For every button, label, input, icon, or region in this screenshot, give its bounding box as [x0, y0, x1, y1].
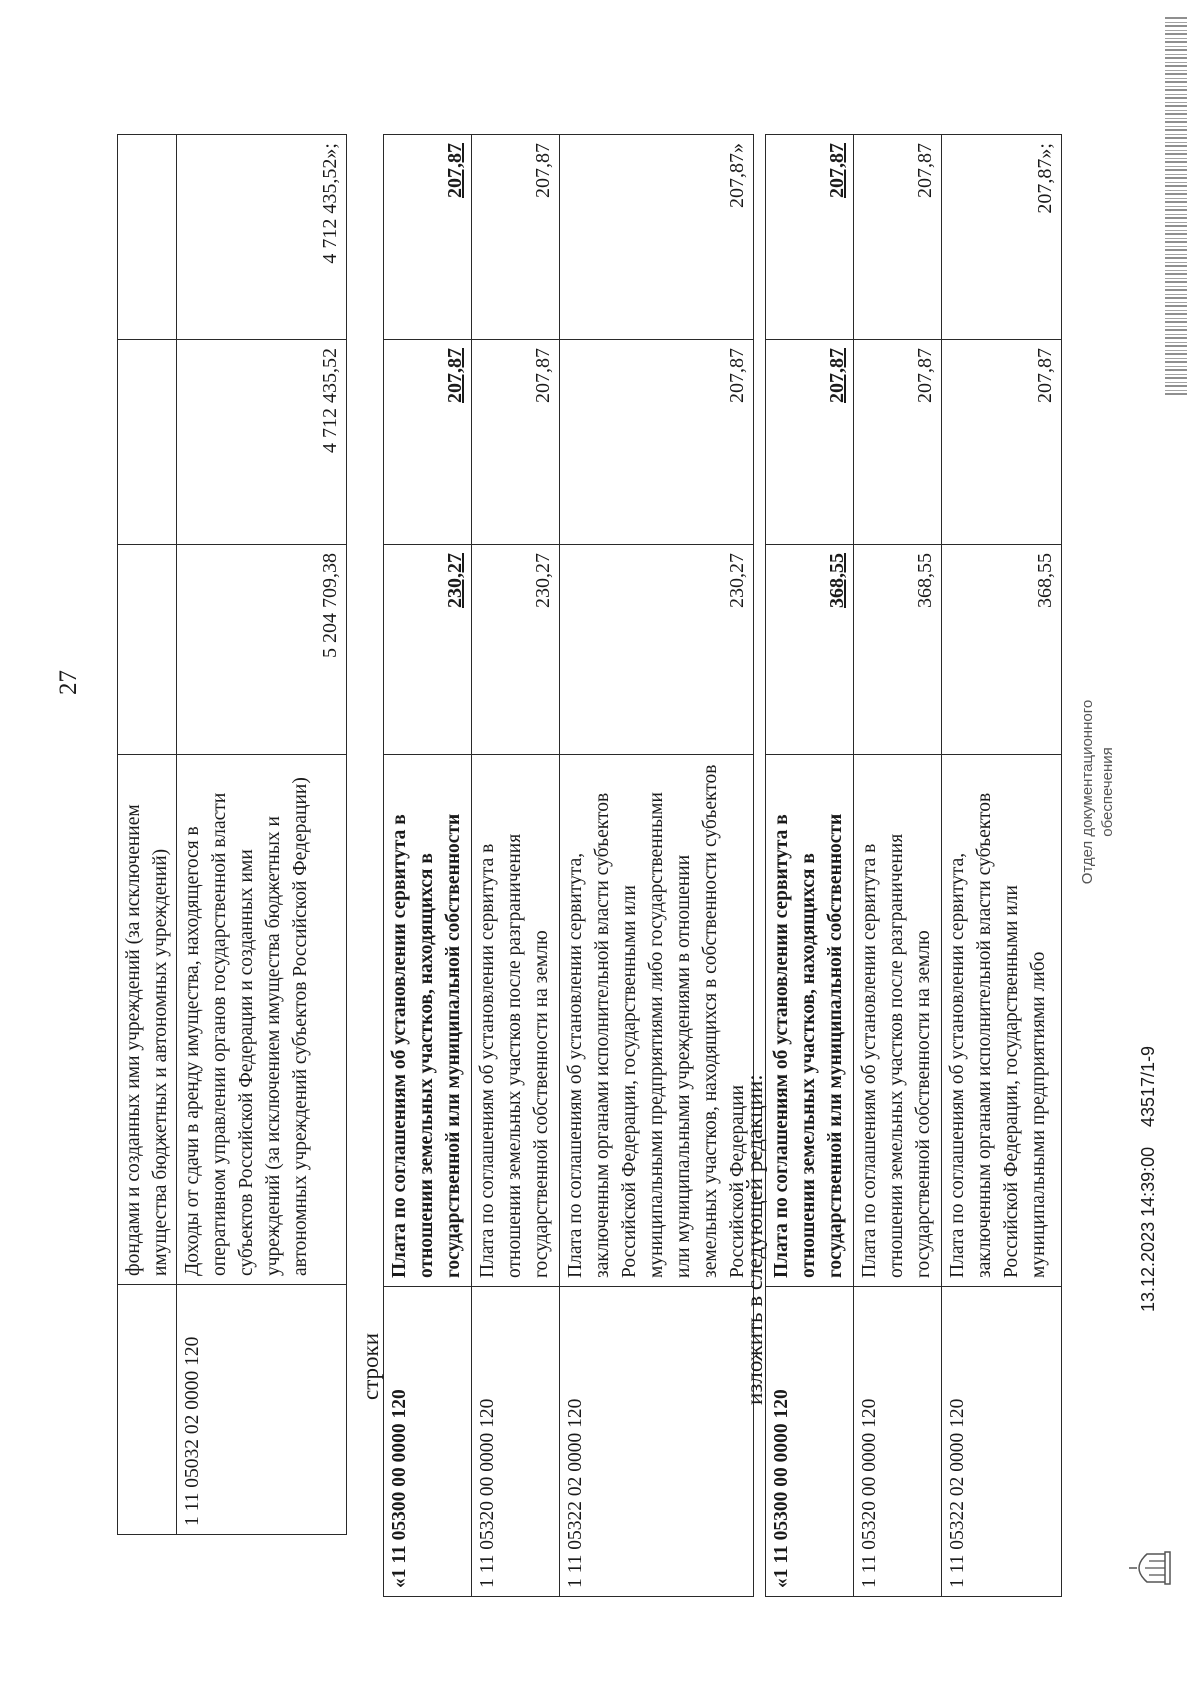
table-row — [560, 135, 754, 1597]
table-row — [472, 135, 560, 1597]
department-stamp — [1078, 662, 1118, 922]
row-code: 1 11 05322 02 0000 120 — [942, 1287, 1062, 1597]
row-description: Плата по соглашениям об установлении сервитута в отношении земельных участков после разграничения государственной собственности на землю — [472, 755, 560, 1287]
table-row — [177, 135, 347, 1535]
row-value-1 — [118, 545, 177, 755]
budget-table-continuation — [117, 134, 347, 1535]
row-code — [118, 1285, 177, 1535]
table-row — [854, 135, 942, 1597]
row-value-3: 207,87 — [854, 135, 942, 340]
table-row — [384, 135, 472, 1597]
barcode — [1165, 15, 1187, 395]
row-value-3: 207,87» — [560, 135, 754, 340]
row-value-1: 368,55 — [854, 545, 942, 755]
row-value-3: 207,87»; — [942, 135, 1062, 340]
row-value-1: 230,27 — [472, 545, 560, 755]
row-code: 1 11 05320 00 0000 120 — [854, 1287, 942, 1597]
page-number: 27 — [55, 670, 82, 695]
row-code: 1 11 05032 02 0000 120 — [177, 1285, 347, 1535]
row-value-3 — [118, 135, 177, 340]
table-row — [766, 135, 854, 1597]
row-code: «1 11 05300 00 0000 120 — [766, 1287, 854, 1597]
row-value-3: 207,87 — [766, 135, 854, 340]
row-description: фондами и созданных ими учреждений (за исключением имущества бюджетных и автономных учреждений) — [118, 755, 177, 1285]
stamp-line: Отдел документационного — [1079, 699, 1096, 885]
row-description: Плата по соглашениям об установлении сервитута, заключенным органами исполнительной власти субъектов Российской Федерации, государственными или муниципальными предприятиями либо государственными или муниципальными учреждениями в отношении земельных участков, находящихся в собственности субъектов Российской Федерации — [560, 755, 754, 1287]
label-rows: строки — [358, 1332, 383, 1400]
budget-table-old-rows — [383, 134, 754, 1597]
row-description: Плата по соглашениям об установлении сервитута в отношении земельных участков, находящихся в государственной или муниципальной собственности — [384, 755, 472, 1287]
stamp-line: обеспечения — [1099, 747, 1116, 837]
row-value-2: 207,87 — [472, 340, 560, 545]
row-value-1: 368,55 — [766, 545, 854, 755]
row-value-3: 4 712 435,52»; — [177, 135, 347, 340]
row-value-3: 207,87 — [472, 135, 560, 340]
label-new-edition: изложить в следующей редакции: — [742, 1074, 767, 1405]
row-value-1: 5 204 709,38 — [177, 545, 347, 755]
row-value-2: 207,87 — [384, 340, 472, 545]
row-description: Плата по соглашениям об установлении сервитута, заключенным органами исполнительной власти субъектов Российской Федерации, государственными или муниципальными предприятиями либо — [942, 755, 1062, 1287]
row-description: Плата по соглашениям об установлении сервитута в отношении земельных участков после разграничения государственной собственности на землю — [854, 755, 942, 1287]
table-row — [118, 135, 177, 1535]
row-value-2: 207,87 — [766, 340, 854, 545]
footer-date: 13.12.2023 14:39:00 — [1138, 1146, 1158, 1312]
row-description: Доходы от сдачи в аренду имущества, находящегося в оперативном управлении органов государственной власти субъектов Российской Федерации и созданных ими учреждений (за исключением имущества бюджетных и автономных учреждений субъектов Российской Федерации) — [177, 755, 347, 1285]
row-description: Плата по соглашениям об установлении сервитута в отношении земельных участков, находящихся в государственной или муниципальной собственности — [766, 755, 854, 1287]
row-value-2: 4 712 435,52 — [177, 340, 347, 545]
row-code: 1 11 05322 02 0000 120 — [560, 1287, 754, 1597]
row-value-2: 207,87 — [854, 340, 942, 545]
row-value-2 — [118, 340, 177, 545]
row-value-2: 207,87 — [560, 340, 754, 545]
row-code: 1 11 05320 00 0000 120 — [472, 1287, 560, 1597]
row-value-1: 230,27 — [560, 545, 754, 755]
row-value-1: 368,55 — [942, 545, 1062, 755]
row-value-1: 230,27 — [384, 545, 472, 755]
row-code: «1 11 05300 00 0000 120 — [384, 1287, 472, 1597]
budget-table-new-rows — [765, 134, 1062, 1597]
footer-document-number: 43517/1-9 — [1138, 1045, 1158, 1127]
table-row — [942, 135, 1062, 1597]
row-value-3: 207,87 — [384, 135, 472, 340]
emblem-icon — [1125, 1546, 1173, 1590]
row-value-2: 207,87 — [942, 340, 1062, 545]
